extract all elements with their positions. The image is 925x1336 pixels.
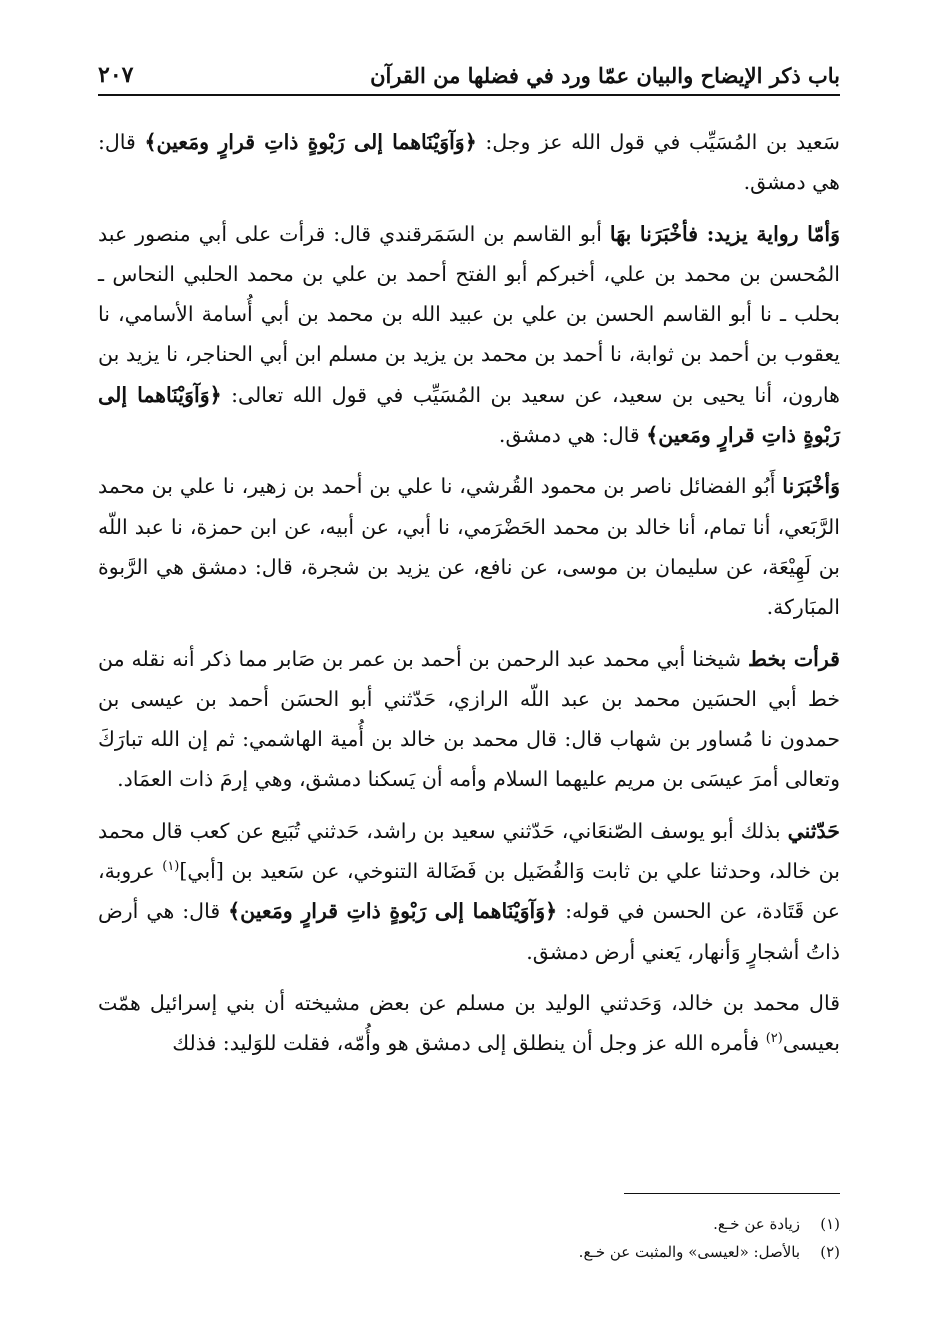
paragraph-6 <box>98 983 840 1064</box>
footnote-ref[interactable]: (٢) <box>765 1031 783 1047</box>
paragraph-text: أَبُو الفضائل ناصر بن محمود القُرشي، نا علي بن أحمد بن زهير، نا علي بن محمد الرَّبَعي، أنا تمام، أنا خالد بن محمد الحَضْرَمي، نا أبي، عن أبيه، عن ابن حمزة، نا عبد اللّه بن لَهِيْعَة، عن سليمان بن موسى، عن نافع، عن يزيد بن شجرة، قال: دمشق هي الرَّبوة المبَاركة. <box>98 474 840 620</box>
paragraph-2 <box>98 214 840 456</box>
paragraph-3 <box>98 466 840 627</box>
paragraph-text: شيخنا أبي محمد عبد الرحمن بن أحمد بن عمر بن صَابر مما ذكر أنه نقله من خط أبي الحسَين محمد بن عبد اللّه الرازي، حَدّثني أبو الحسَن أحمد بن عيسى بن حمدون نا مُساور بن شهاب قال: قال محمد بن خالد بن أُمية الهاشمي: ثم إن الله تبارَكَ وتعالى أمرَ عيسَى بن مريم عليهما السلام وأمه أن يَسكنا دمشق، وهي إرمَ ذات العمَاد. <box>98 646 840 792</box>
quran-verse: ﴿وَآوَيْنَاهما إلى رَبْوةٍ ذاتِ قرارٍ ومَعين﴾ <box>98 382 840 448</box>
quran-verse: ﴿وَآوَيْنَاهما إلى رَبْوةٍ ذاتِ قرارٍ ومَعين﴾ <box>228 899 558 924</box>
paragraph-lead: وَأمّا رواية يزيد: فأخْبَرَنا بهَا <box>609 221 840 246</box>
footnote-rule <box>624 1193 840 1194</box>
footnote-mark: (١) <box>820 1215 840 1233</box>
page-number: ٢٠٧ <box>98 62 134 88</box>
page-header <box>98 50 840 94</box>
paragraph-text: قال محمد بن خالد، وَحَدثني الوليد بن مسلم عن بعض مشيخته أن بني إسرائيل همّت بعيسى <box>98 990 840 1056</box>
paragraph-text: قال: هي دمشق. <box>98 130 840 195</box>
paragraph-lead: قرأت بخط <box>747 646 840 671</box>
paragraph-text: أبو القاسم بن السَمَرقندي قال: قرأت على أبي منصور عبد المُحسن بن محمد بن علي، أخبركم أبو الفتح أحمد بن علي بن محمد الحلبي النحاس ـ بحلب ـ نا أبو القاسم الحسن بن علي بن عبيد الله بن محمد بن أبي أُسامة الأسامي، نا يعقوب بن أحمد بن ثوابة، نا أحمد بن محمد بن يزيد بن مسلم ابن أبي الحناجر، نا يزيد بن هارون، أنا يحيى بن سعيد، عن سعيد بن المُسَيِّب في قول الله تعالى: <box>98 221 840 407</box>
footnote <box>98 1238 840 1266</box>
paragraph-text: قال: هي أرض ذاتُ أشجارٍ وَأنهار، يَعني أرض دمشق. <box>98 899 840 964</box>
running-title: باب ذكر الإيضاح والبيان عمّا ورد في فضلها من القرآن <box>370 63 840 88</box>
footnotes <box>98 1210 840 1266</box>
paragraph-lead: وَأخْبَرَنا <box>782 474 840 499</box>
paragraph-text: عروبة، عن قَتَادة، عن الحسن في قوله: <box>98 859 840 924</box>
paragraph-1 <box>98 122 840 203</box>
paragraph-4 <box>98 639 840 800</box>
header-rule <box>98 94 840 96</box>
footnote-ref[interactable]: (١) <box>162 859 180 875</box>
paragraph-text: سَعيد بن المُسَيِّب في قول الله عز وجل: <box>485 130 840 154</box>
paragraph-text: فأمره الله عز وجل أن ينطلق إلى دمشق هو وأُمّه، فقلت للوَليد: فذلك <box>172 1031 760 1056</box>
paragraph-text: قال: هي دمشق. <box>498 423 640 448</box>
paragraph-lead: حَدّثني <box>787 818 840 843</box>
main-text <box>98 122 840 1075</box>
footnote-text: بالأصل: «لعيسى» والمثبت عن خـع. <box>578 1243 800 1261</box>
quran-verse: ﴿وَآوَيْنَاهما إلى رَبْوةٍ ذاتِ قرارٍ ومَعين﴾ <box>144 130 477 154</box>
paragraph-text: بذلك أبو يوسف الصّنعَاني، حَدّثني سعيد بن راشد، حَدثني تُبَيع عن كعب قال محمد بن خالد، وحدثنا علي بن ثابت وَالفُضَيل بن فَضَالة التنوخي، عن سَعيد بن [أبي] <box>98 818 840 884</box>
footnote-mark: (٢) <box>820 1243 840 1261</box>
paragraph-5 <box>98 811 840 972</box>
footnote <box>98 1210 840 1238</box>
footnote-text: زيادة عن خـع. <box>713 1215 800 1233</box>
